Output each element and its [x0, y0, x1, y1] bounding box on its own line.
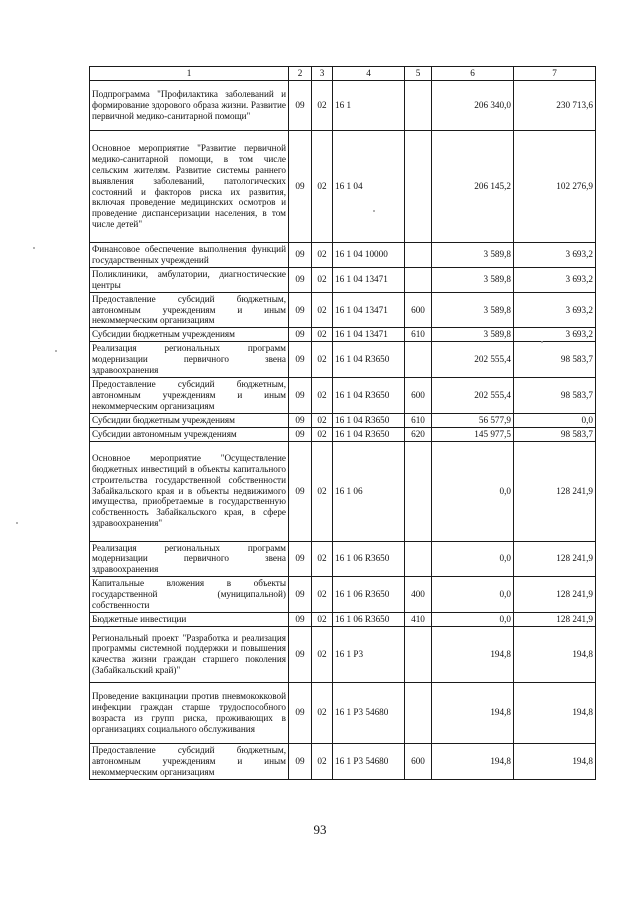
- row-name: Предоставление субсидий бюджетным, автономным учреждениям и иным некоммерческим организациям: [90, 377, 289, 413]
- row-subsection-code: 02: [312, 612, 333, 626]
- row-expense-type: 600: [405, 743, 432, 779]
- row-section-code: 09: [289, 243, 312, 268]
- row-amount-year-2: 3 693,2: [514, 243, 596, 268]
- header-cell-4: 4: [333, 67, 405, 81]
- row-section-code: 09: [289, 413, 312, 427]
- row-name: Основное мероприятие "Развитие первичной медико-санитарной помощи, в том числе сельским жителям. Развитие системы раннего выявления заболеваний, патологических состояний и факторов риска их развития, включая проведение медицинских осмотров и проведение диспансеризации населения, в том числе детей": [90, 131, 289, 243]
- table-row: [90, 377, 596, 413]
- row-amount-year-2: 98 583,7: [514, 377, 596, 413]
- row-expense-type: [405, 342, 432, 378]
- row-amount-year-2: 230 713,6: [514, 81, 596, 131]
- row-amount-year-2: 194,8: [514, 626, 596, 682]
- row-subsection-code: 02: [312, 427, 333, 441]
- row-amount-year-1: 0,0: [432, 577, 514, 613]
- row-section-code: 09: [289, 377, 312, 413]
- row-amount-year-2: 128 241,9: [514, 441, 596, 541]
- table-body: [90, 81, 596, 780]
- row-amount-year-2: 3 693,2: [514, 292, 596, 328]
- scan-speck: [33, 247, 35, 249]
- row-target-article: 16 1 04 10000: [333, 243, 405, 268]
- row-name: Реализация региональных программ модернизации первичного звена здравоохранения: [90, 342, 289, 378]
- row-amount-year-1: 145 977,5: [432, 427, 514, 441]
- row-subsection-code: 02: [312, 743, 333, 779]
- table-row: [90, 682, 596, 743]
- row-amount-year-2: 102 276,9: [514, 131, 596, 243]
- row-section-code: 09: [289, 427, 312, 441]
- row-target-article: 16 1 04 13471: [333, 328, 405, 342]
- row-amount-year-2: 194,8: [514, 682, 596, 743]
- row-subsection-code: 02: [312, 626, 333, 682]
- row-expense-type: 610: [405, 413, 432, 427]
- row-amount-year-2: 98 583,7: [514, 427, 596, 441]
- row-expense-type: [405, 267, 432, 292]
- table-row: [90, 626, 596, 682]
- row-section-code: 09: [289, 292, 312, 328]
- scan-speck: [373, 210, 375, 212]
- row-amount-year-1: 0,0: [432, 612, 514, 626]
- row-amount-year-1: 3 589,8: [432, 243, 514, 268]
- table-row: [90, 413, 596, 427]
- row-amount-year-1: 194,8: [432, 626, 514, 682]
- row-section-code: 09: [289, 541, 312, 577]
- header-cell-1: 1: [90, 67, 289, 81]
- row-amount-year-2: 128 241,9: [514, 541, 596, 577]
- row-name: Субсидии бюджетным учреждениям: [90, 328, 289, 342]
- table-row: [90, 328, 596, 342]
- row-section-code: 09: [289, 441, 312, 541]
- row-amount-year-2: 128 241,9: [514, 612, 596, 626]
- table-header: [90, 67, 596, 81]
- row-expense-type: 620: [405, 427, 432, 441]
- row-expense-type: [405, 131, 432, 243]
- row-expense-type: 600: [405, 377, 432, 413]
- row-section-code: 09: [289, 342, 312, 378]
- row-subsection-code: 02: [312, 377, 333, 413]
- row-target-article: 16 1 P3 54680: [333, 682, 405, 743]
- table-row: [90, 81, 596, 131]
- row-target-article: 16 1 04 R3650: [333, 427, 405, 441]
- row-name: Капитальные вложения в объекты государственной (муниципальной) собственности: [90, 577, 289, 613]
- row-section-code: 09: [289, 743, 312, 779]
- table-row: [90, 243, 596, 268]
- row-section-code: 09: [289, 612, 312, 626]
- table-row: [90, 427, 596, 441]
- row-name: Субсидии автономным учреждениям: [90, 427, 289, 441]
- row-subsection-code: 02: [312, 328, 333, 342]
- table-row: [90, 441, 596, 541]
- row-subsection-code: 02: [312, 577, 333, 613]
- row-target-article: 16 1 04 13471: [333, 267, 405, 292]
- header-cell-2: 2: [289, 67, 312, 81]
- row-amount-year-1: 56 577,9: [432, 413, 514, 427]
- row-target-article: 16 1 04 R3650: [333, 377, 405, 413]
- row-name: Предоставление субсидий бюджетным, автономным учреждениям и иным некоммерческим организациям: [90, 743, 289, 779]
- row-amount-year-1: 202 555,4: [432, 377, 514, 413]
- row-name: Бюджетные инвестиции: [90, 612, 289, 626]
- row-subsection-code: 02: [312, 682, 333, 743]
- row-section-code: 09: [289, 626, 312, 682]
- row-expense-type: [405, 682, 432, 743]
- row-expense-type: [405, 441, 432, 541]
- row-name: Основное мероприятие "Осуществление бюджетных инвестиций в объекты капитального строительства государственной собственности Забайкальского края и в объекты недвижимого имущества, приобретаемые в государственную собственность Забайкальского края, в сфере здравоохранения": [90, 441, 289, 541]
- row-amount-year-2: 98 583,7: [514, 342, 596, 378]
- row-expense-type: 600: [405, 292, 432, 328]
- row-target-article: 16 1 04 13471: [333, 292, 405, 328]
- row-amount-year-1: 3 589,8: [432, 292, 514, 328]
- row-subsection-code: 02: [312, 81, 333, 131]
- row-target-article: 16 1 04 R3650: [333, 342, 405, 378]
- row-section-code: 09: [289, 267, 312, 292]
- row-target-article: 16 1 P3: [333, 626, 405, 682]
- row-amount-year-2: 0,0: [514, 413, 596, 427]
- row-name: Предоставление субсидий бюджетным, автономным учреждениям и иным некоммерческим организациям: [90, 292, 289, 328]
- table-row: [90, 577, 596, 613]
- row-subsection-code: 02: [312, 441, 333, 541]
- table-row: [90, 612, 596, 626]
- page-number: 93: [313, 822, 327, 837]
- table-row: [90, 342, 596, 378]
- row-target-article: 16 1: [333, 81, 405, 131]
- row-target-article: 16 1 P3 54680: [333, 743, 405, 779]
- table-row: [90, 131, 596, 243]
- row-expense-type: [405, 81, 432, 131]
- row-subsection-code: 02: [312, 541, 333, 577]
- header-cell-5: 5: [405, 67, 432, 81]
- scan-speck: [541, 341, 543, 343]
- row-expense-type: [405, 626, 432, 682]
- row-section-code: 09: [289, 577, 312, 613]
- row-target-article: 16 1 06 R3650: [333, 612, 405, 626]
- row-amount-year-1: 206 340,0: [432, 81, 514, 131]
- row-name: Подпрограмма "Профилактика заболеваний и формирование здорового образа жизни. Развитие первичной медико-санитарной помощи": [90, 81, 289, 131]
- header-cell-3: 3: [312, 67, 333, 81]
- row-amount-year-1: 194,8: [432, 682, 514, 743]
- row-target-article: 16 1 06 R3650: [333, 577, 405, 613]
- scan-speck: [16, 522, 18, 524]
- row-name: Региональный проект "Разработка и реализация программы системной поддержки и повышения качества жизни граждан старшего поколения (Забайкальский край)": [90, 626, 289, 682]
- row-name: Реализация региональных программ модернизации первичного звена здравоохранения: [90, 541, 289, 577]
- row-subsection-code: 02: [312, 267, 333, 292]
- budget-table: [89, 66, 596, 780]
- row-subsection-code: 02: [312, 131, 333, 243]
- row-amount-year-2: 3 693,2: [514, 267, 596, 292]
- row-target-article: 16 1 04 R3650: [333, 413, 405, 427]
- header-row: [90, 67, 596, 81]
- table-row: [90, 267, 596, 292]
- row-target-article: 16 1 06: [333, 441, 405, 541]
- scan-speck: [55, 350, 57, 352]
- header-cell-7: 7: [514, 67, 596, 81]
- row-expense-type: 610: [405, 328, 432, 342]
- row-expense-type: 410: [405, 612, 432, 626]
- header-cell-6: 6: [432, 67, 514, 81]
- row-amount-year-1: 206 145,2: [432, 131, 514, 243]
- row-name: Поликлиники, амбулатории, диагностические центры: [90, 267, 289, 292]
- row-subsection-code: 02: [312, 243, 333, 268]
- row-section-code: 09: [289, 682, 312, 743]
- row-amount-year-1: 0,0: [432, 541, 514, 577]
- row-expense-type: [405, 243, 432, 268]
- row-section-code: 09: [289, 81, 312, 131]
- row-subsection-code: 02: [312, 292, 333, 328]
- row-amount-year-2: 3 693,2: [514, 328, 596, 342]
- row-amount-year-2: 128 241,9: [514, 577, 596, 613]
- row-amount-year-1: 194,8: [432, 743, 514, 779]
- row-amount-year-2: 194,8: [514, 743, 596, 779]
- row-expense-type: [405, 541, 432, 577]
- row-subsection-code: 02: [312, 413, 333, 427]
- row-target-article: 16 1 06 R3650: [333, 541, 405, 577]
- row-name: Субсидии бюджетным учреждениям: [90, 413, 289, 427]
- row-target-article: 16 1 04: [333, 131, 405, 243]
- row-amount-year-1: 0,0: [432, 441, 514, 541]
- table-row: [90, 743, 596, 779]
- row-section-code: 09: [289, 328, 312, 342]
- row-amount-year-1: 3 589,8: [432, 267, 514, 292]
- row-name: Финансовое обеспечение выполнения функций государственных учреждений: [90, 243, 289, 268]
- row-subsection-code: 02: [312, 342, 333, 378]
- row-expense-type: 400: [405, 577, 432, 613]
- row-amount-year-1: 202 555,4: [432, 342, 514, 378]
- row-name: Проведение вакцинации против пневмококковой инфекции граждан старше трудоспособного возраста из групп риска, проживающих в организациях социального обслуживания: [90, 682, 289, 743]
- row-amount-year-1: 3 589,8: [432, 328, 514, 342]
- table-row: [90, 541, 596, 577]
- table-row: [90, 292, 596, 328]
- row-section-code: 09: [289, 131, 312, 243]
